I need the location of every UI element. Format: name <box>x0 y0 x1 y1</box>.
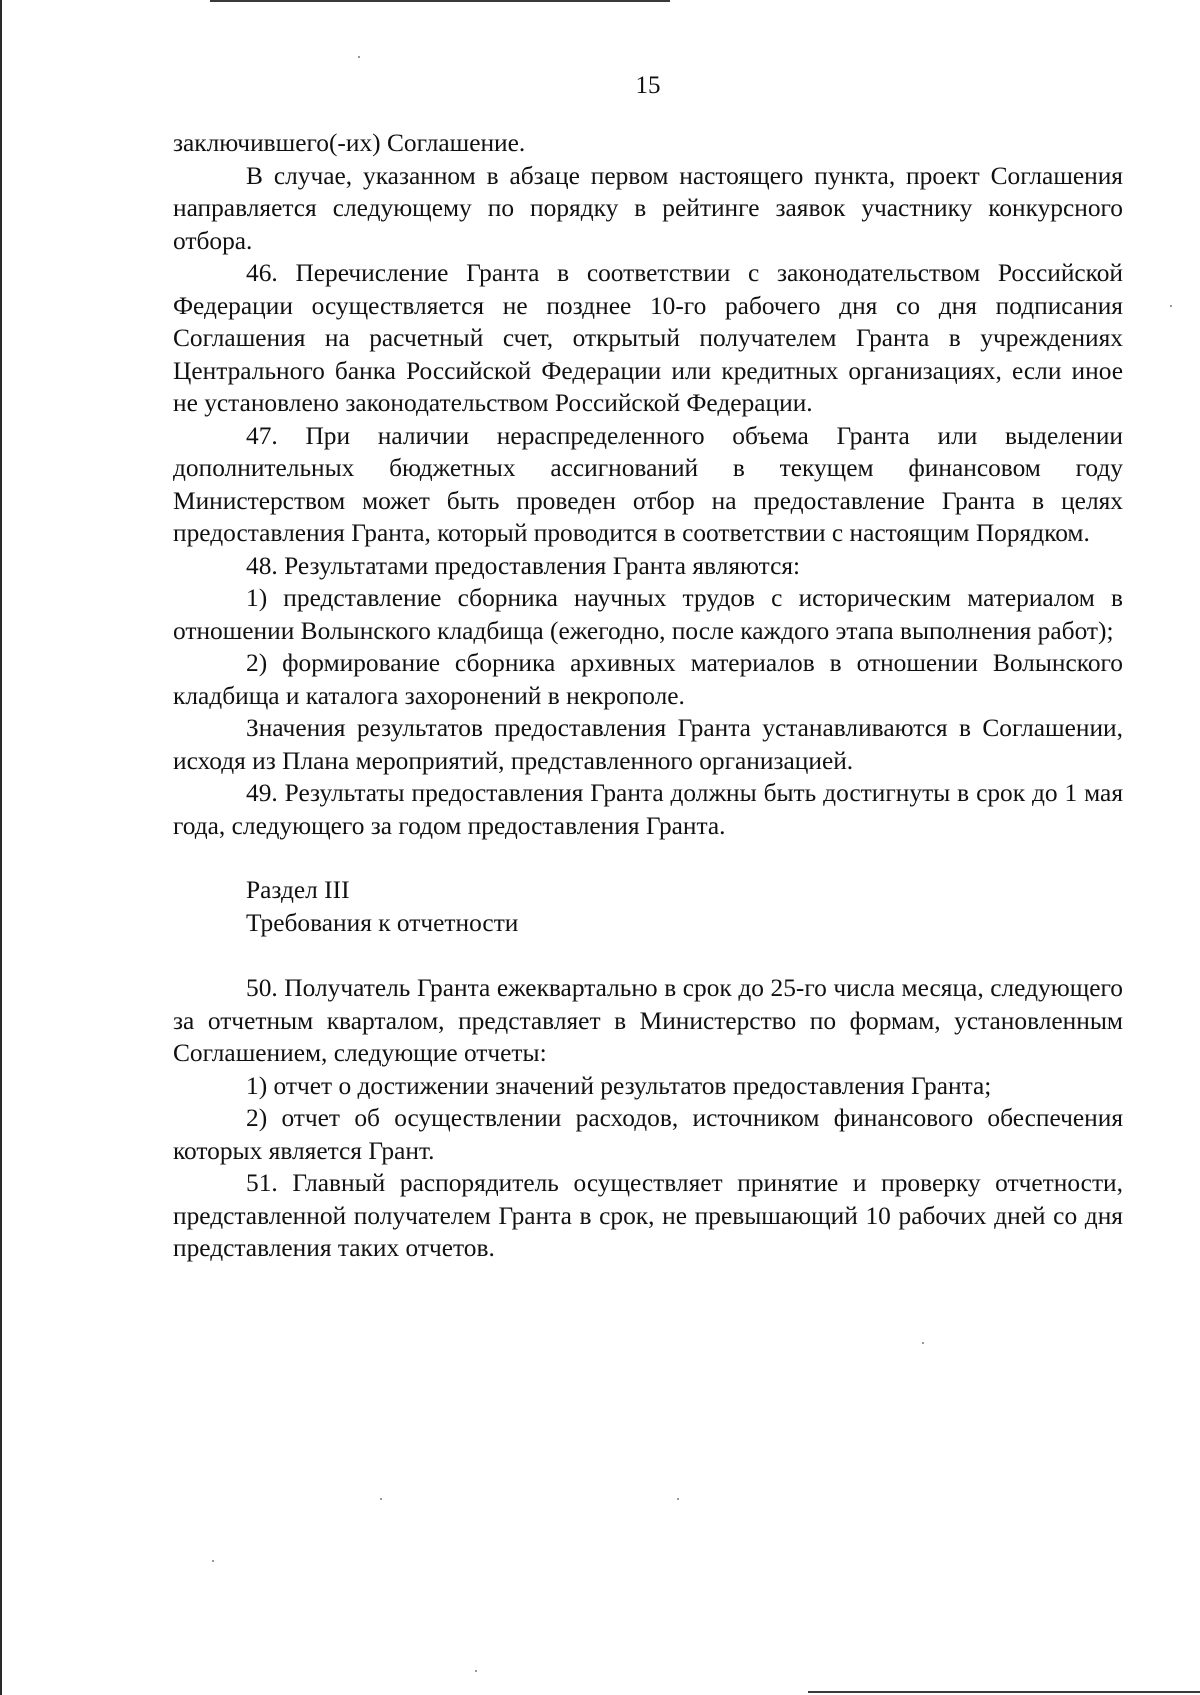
scan-speck <box>922 1342 924 1344</box>
document-body <box>173 127 1123 1265</box>
paragraph-46: 46. Перечисление Гранта в соответствии с законодательством Российской Федерации осуществляется не позднее 10-го рабочего дня со дня подписания Соглашения на расчетный счет, открытый получателем Гранта в учреждениях Центрального банка Российской Федерации или кредитных организациях, если иное не установлено законодательством Российской Федерации. <box>173 259 1123 417</box>
paragraph-51: 51. Главный распорядитель осуществляет принятие и проверку отчетности, представленной получателем Гранта в срок, не превышающий 10 рабочих дней со дня представления таких отчетов. <box>173 1169 1123 1262</box>
scan-edge-bottom <box>808 1691 1200 1693</box>
scan-edge-left <box>0 0 2 1695</box>
scan-speck <box>358 56 360 58</box>
paragraph-49: 49. Результаты предоставления Гранта должны быть достигнуты в срок до 1 мая года, следующего за годом предоставления Гранта. <box>173 779 1123 840</box>
paragraph: В случае, указанном в абзаце первом настоящего пункта, проект Соглашения направляется следующему по порядку в рейтинге заявок участнику конкурсного отбора. <box>173 161 1123 255</box>
paragraph: Значения результатов предоставления Гранта устанавливаются в Соглашении, исходя из Плана мероприятий, представленного организацией. <box>173 714 1123 775</box>
list-item: 1) представление сборника научных трудов с историческим материалом в отношении Волынского кладбища (ежегодно, после каждого этапа выполнения работ); <box>173 584 1123 645</box>
scan-speck <box>212 1560 214 1562</box>
section-title: Требования к отчетности <box>246 908 519 937</box>
paragraph: заключившего(-их) Соглашение. <box>173 129 526 157</box>
paragraph-48: 48. Результатами предоставления Гранта являются: <box>246 551 801 580</box>
scan-speck <box>1170 305 1172 307</box>
list-item: 2) формирование сборника архивных материалов в отношении Волынского кладбища и каталога захоронений в некрополе. <box>173 649 1123 710</box>
scan-speck <box>677 1498 679 1500</box>
list-item: 2) отчет об осуществлении расходов, источником финансового обеспечения которых является Грант. <box>173 1104 1123 1165</box>
scan-speck <box>475 1670 477 1672</box>
page-number: 15 <box>635 72 661 99</box>
section-number: Раздел III <box>246 876 350 904</box>
scan-speck <box>380 1498 382 1500</box>
paragraph-50: 50. Получатель Гранта ежеквартально в срок до 25-го числа месяца, следующего за отчетным кварталом, представляет в Министерство по формам, установленным Соглашением, следующие отчеты: <box>173 974 1123 1067</box>
section-header <box>173 874 1123 939</box>
list-item: 1) отчет о достижении значений результатов предоставления Гранта; <box>246 1071 992 1100</box>
paragraph-47: 47. При наличии нераспределенного объема Гранта или выделении дополнительных бюджетных ассигнований в текущем финансовом году Министерством может быть проведен отбор на предоставление Гранта в целях предоставления Гранта, который проводится в соответствии с настоящим Порядком. <box>173 421 1123 547</box>
scan-edge-top <box>210 0 670 2</box>
